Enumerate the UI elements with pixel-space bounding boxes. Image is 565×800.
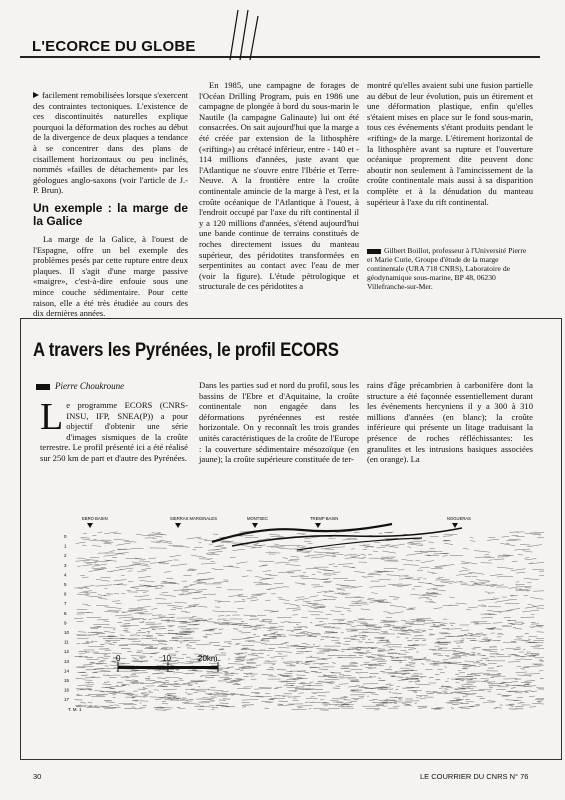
scale-label-20: 20km. xyxy=(198,654,220,663)
article-title: A travers les Pyrénées, le profil ECORS xyxy=(33,340,339,361)
depth-tick-label: 0 xyxy=(64,534,67,539)
depth-tick-label: 1 xyxy=(64,543,67,549)
depth-tick-label: 2 xyxy=(64,553,67,559)
article-col3-text: rains d'âge précambrien à carbonifère dont la structure a été façonnée essentiellement durant les événements hercyniens il y a 300 à 310 millions d'années (en blanc); la croûte inférieure qui présente un litage traduisant la présence de roches réfléchissantes: les granulites et les intrusions basiques associées (en orange). La xyxy=(367,380,533,465)
upper-column-3 xyxy=(367,80,533,207)
figure-label: SIERRAS MARGINALES xyxy=(170,516,218,521)
article-col1-text: e programme ECORS (CNRS-INSU, IFP, SNEA(P)) a pour objectif d'obtenir une série d'images sismiques de la croûte terrestre. Le profil présenté ici a été réalisé sur 250 km de part et d'autre des Pyrénées. xyxy=(40,400,188,463)
byline xyxy=(36,381,124,391)
slash-ornament xyxy=(220,6,270,62)
page-number: 30 xyxy=(33,772,42,781)
depth-tick-label: 6 xyxy=(64,591,67,597)
depth-tick-label: 15 xyxy=(64,678,70,683)
article-column-1 xyxy=(40,396,188,464)
upper-col2-paragraph: En 1985, une campagne de forages de l'Océan Drilling Program, puis en 1986 une campagne de plongée à bord du sous-marin le Nautile (la campagne Galinaute) lui ont été consacrées. On sait aujourd'hui que la marge a été créée par extension de la lithosphère («rifting») au crétacé inférieur, entre - 140 et - 114 millions d'années, juste avant que l'Atlantique ne s'ouvre entre l'Ibérie et Terre-Neuve. A la frontière entre la croûte continentale amincie de la marge à l'est, et la croûte océanique de l'Atlantique à l'ouest, à l'endroit occupé par l'axe du rift continental il y a 120 millions d'années, s'étend aujourd'hui une bande continue de terrains constitués de roches directement issues du manteau supérieur, des péridotites transformées en serpentinites au contact avec l'eau de mer (voir la figure). L'étude pétrologique et structurale de ces péridotites a xyxy=(199,80,359,292)
author-note-text: Gilbert Boillot, professeur à l'Université Pierre et Marie Curie, Groupe d'étude de la marge continentale (URA 718 CNRS), Laboratoire de géodynamique sous-marine, BP 48, 06230 Villefranche-sur-Mer. xyxy=(367,246,527,291)
depth-tick-label: 10 xyxy=(64,630,70,635)
scale-label-10: 10 xyxy=(162,654,171,663)
section-title: L'ECORCE DU GLOBE xyxy=(32,38,196,55)
upper-column-1 xyxy=(33,90,188,319)
figure-label: NOGUERAS xyxy=(447,516,471,521)
depth-tick-label: 8 xyxy=(64,610,67,616)
author-marker xyxy=(367,249,381,254)
title-rule xyxy=(20,56,540,58)
depth-tick-label: 4 xyxy=(64,572,67,578)
author-name: Pierre Choukroune xyxy=(55,381,125,391)
article-column-3 xyxy=(367,380,533,465)
continuation-arrow-icon xyxy=(33,92,39,98)
depth-tick-label: 12 xyxy=(64,649,70,655)
depth-tick-label: 3 xyxy=(64,562,67,568)
figure-label: MONTSEC xyxy=(247,516,268,521)
depth-tick-label: 13 xyxy=(64,658,70,664)
subheading: Un exemple : la marge de la Galice xyxy=(33,200,188,228)
upper-column-2 xyxy=(199,80,359,292)
journal-name: LE COURRIER DU CNRS N° 76 xyxy=(420,772,529,781)
drop-cap: L xyxy=(40,396,64,438)
figure-label: TREMP BASIN xyxy=(310,516,339,521)
depth-tick-label: 11 xyxy=(64,639,69,645)
depth-tick-label: 17 xyxy=(64,697,70,703)
depth-tick-label: 5 xyxy=(64,582,67,587)
depth-tick-label: 16 xyxy=(64,687,70,693)
scale-label-0: 0 xyxy=(116,654,121,663)
article-col2-text: Dans les parties sud et nord du profil, sous les bassins de l'Ebre et d'Aquitaine, la croûte continentale non engagée dans les déformations pyrénéennes est restée horizontale. On y reconnaît les trois grandes unités caractéristiques de la croûte de l'Europe : la couverture sédimentaire mésozoïque (en jaune); la croûte supérieure constituée de ter- xyxy=(199,380,359,465)
article-column-2 xyxy=(199,380,359,465)
seismic-profile-figure xyxy=(62,514,544,714)
byline-marker xyxy=(36,384,50,390)
figure-corner-label: T. M. 1 xyxy=(68,707,82,712)
author-note xyxy=(367,246,533,291)
upper-col1-paragraph: facilement remobilisées lorsque s'exercent des contraintes tectoniques. L'existence de ces discontinuités naturelles explique pourquoi la déformation des roches au début de la divergence de deux plaques a tendance à se concentrer dans des plans de cisaillement horizontaux ou peu inclinés, nommés «failles de détachement» par les géologues anglo-saxons (voir l'article de J.-P. Brun). xyxy=(33,90,188,196)
upper-col3-paragraph: montré qu'elles avaient subi une fusion partielle au début de leur évolution, puis un étirement et une déformation plastique, enfin qu'elles s'étaient mises en place sur le fond sous-marin, tous ces événements s'étant produits pendant le «rifting» de la marge. L'étirement horizontal de la lithosphère avant sa rupture et l'ouverture océanique proprement dite peuvent donc aboutir non seulement à l'amincissement de la croûte continentale mais aussi à sa disparition complète et à la dénudation du manteau supérieur à l'axe du rift continental. xyxy=(367,80,533,207)
figure-label: EBRO BASIN xyxy=(82,516,108,521)
depth-tick-label: 7 xyxy=(64,601,67,607)
depth-tick-label: 14 xyxy=(64,668,70,674)
upper-col1-paragraph-2: La marge de la Galice, à l'ouest de l'Espagne, offre un bel exemple des problèmes pesés par cette rupture entre deux plaques. Il s'agit d'une marge passive «maigre», c'est-à-dire enfouie sous une mince couche sédimentaire. Pour cette raison, elle a été très étudiée au cours des dix dernières années. xyxy=(33,233,188,319)
depth-tick-label: 9 xyxy=(64,620,67,626)
